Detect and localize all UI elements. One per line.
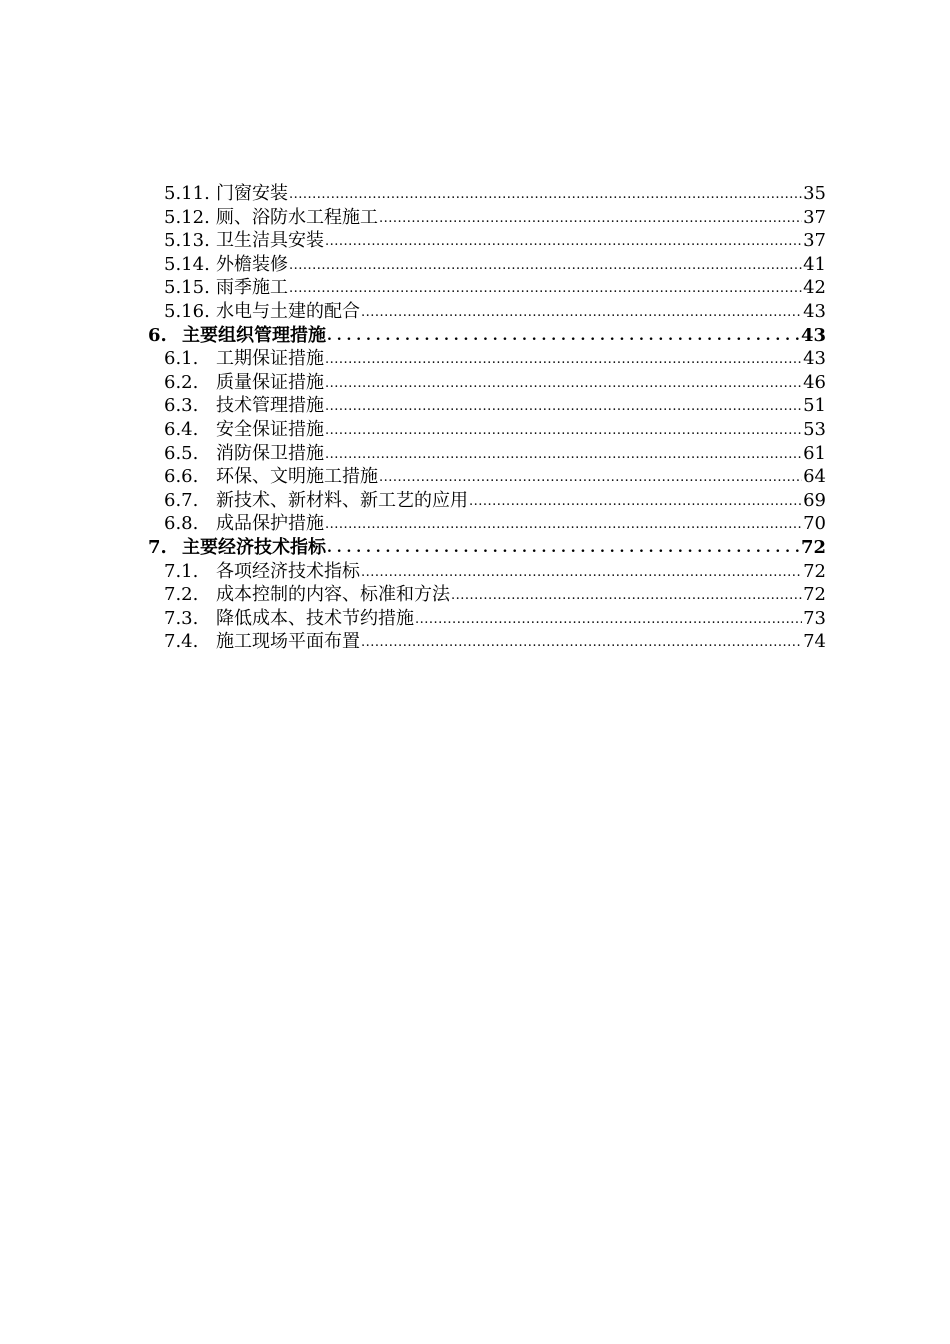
toc-dot-leader: [289, 252, 802, 278]
toc-entry[interactable]: [148, 607, 826, 631]
toc-dot-leader: [325, 346, 802, 372]
toc-entry-page-number: 70: [803, 513, 826, 535]
toc-dot-leader: [361, 559, 802, 585]
toc-entry-number: 6.6.: [164, 466, 199, 488]
toc-section-heading[interactable]: [148, 324, 826, 348]
toc-entry-number: 6.1.: [164, 348, 199, 370]
toc-entry[interactable]: [148, 583, 826, 607]
toc-entry-title: 成本控制的内容、标准和方法: [216, 584, 450, 606]
toc-entry-title: 主要组织管理措施: [182, 324, 326, 346]
toc-entry-title: 消防保卫措施: [216, 442, 324, 464]
toc-entry-number: 5.14.: [164, 253, 210, 275]
toc-entry-number: 6.2.: [164, 371, 199, 393]
toc-entry[interactable]: [148, 465, 826, 489]
toc-entry-page-number: 42: [803, 277, 826, 299]
toc-dot-leader: [379, 464, 802, 490]
toc-entry[interactable]: [148, 229, 826, 253]
toc-entry[interactable]: [148, 371, 826, 395]
toc-entry[interactable]: [148, 206, 826, 230]
toc-section-heading[interactable]: [148, 536, 826, 560]
toc-entry-number: 7.: [148, 536, 167, 558]
toc-entry-title: 新技术、新材料、新工艺的应用: [216, 489, 468, 511]
toc-entry-number: 6.3.: [164, 395, 199, 417]
toc-entry-page-number: 41: [803, 253, 826, 275]
toc-entry-page-number: 37: [803, 206, 826, 228]
toc-entry-title: 环保、文明施工措施: [216, 466, 378, 488]
toc-dot-leader: [469, 488, 802, 514]
toc-entry-number: 7.4.: [164, 631, 199, 653]
toc-entry-title: 安全保证措施: [216, 418, 324, 440]
toc-dot-leader: [379, 205, 802, 231]
toc-dot-leader: [327, 323, 800, 349]
toc-entry-title: 质量保证措施: [216, 371, 324, 393]
toc-entry[interactable]: [148, 512, 826, 536]
toc-entry-title: 门窗安装: [216, 183, 288, 204]
toc-dot-leader: [451, 582, 802, 608]
toc-entry-page-number: 72: [800, 536, 826, 558]
toc-entry-page-number: 72: [803, 584, 826, 606]
toc-entry-number: 7.3.: [164, 607, 199, 629]
toc-entry-page-number: 35: [803, 183, 826, 204]
toc-entry[interactable]: [148, 347, 826, 371]
toc-entry[interactable]: [148, 276, 826, 300]
toc-entry[interactable]: [148, 418, 826, 442]
toc-dot-leader: [325, 511, 802, 537]
toc-entry-page-number: 53: [803, 418, 826, 440]
toc-entry[interactable]: [148, 182, 826, 206]
toc-entry[interactable]: [148, 300, 826, 324]
toc-entry-number: 6.7.: [164, 489, 199, 511]
toc-entry-page-number: 61: [803, 442, 826, 464]
toc-entry-title: 水电与土建的配合: [216, 300, 360, 322]
toc-entry-page-number: 64: [803, 466, 826, 488]
toc-entry-title: 工期保证措施: [216, 348, 324, 370]
toc-entry-number: 7.1.: [164, 560, 199, 582]
toc-dot-leader: [325, 228, 802, 254]
toc-entry-page-number: 46: [803, 371, 826, 393]
toc-entry-number: 7.2.: [164, 584, 199, 606]
toc-entry-page-number: 37: [803, 230, 826, 252]
toc-entry-title: 技术管理措施: [216, 395, 324, 417]
toc-entry-page-number: 43: [800, 324, 826, 346]
toc-entry-number: 5.12.: [164, 206, 210, 228]
toc-entry-page-number: 69: [803, 489, 826, 511]
toc-entry-page-number: 51: [803, 395, 826, 417]
toc-entry[interactable]: [148, 442, 826, 466]
toc-entry[interactable]: [148, 253, 826, 277]
toc-dot-leader: [361, 299, 802, 325]
toc-entry-page-number: 73: [803, 607, 826, 629]
toc-dot-leader: [325, 441, 802, 467]
toc-dot-leader: [325, 393, 802, 419]
toc-entry-title: 施工现场平面布置: [216, 631, 360, 653]
toc-entry-title: 厕、浴防水工程施工: [216, 206, 378, 228]
toc-entry-page-number: 72: [803, 560, 826, 582]
toc-entry-number: 5.13.: [164, 230, 210, 252]
toc-dot-leader: [327, 535, 800, 561]
toc-entry-number: 5.16.: [164, 300, 210, 322]
toc-entry-title: 卫生洁具安装: [216, 230, 324, 252]
toc-entry-title: 各项经济技术指标: [216, 560, 360, 582]
toc-entry-title: 雨季施工: [216, 277, 288, 299]
toc-entry-number: 6.8.: [164, 513, 199, 535]
toc-entry-page-number: 74: [803, 631, 826, 653]
toc-dot-leader: [415, 606, 802, 632]
toc-entry[interactable]: [148, 394, 826, 418]
toc-entry[interactable]: [148, 630, 826, 654]
toc-entry-number: 6.: [148, 324, 167, 346]
toc-entry-title: 降低成本、技术节约措施: [216, 607, 414, 629]
toc-entry[interactable]: [148, 489, 826, 513]
toc-entry-number: 6.4.: [164, 418, 199, 440]
toc-entry-number: 5.11.: [164, 183, 210, 204]
toc-entry-page-number: 43: [803, 348, 826, 370]
toc-dot-leader: [289, 275, 802, 301]
toc-entry-title: 成品保护措施: [216, 513, 324, 535]
toc-dot-leader: [325, 370, 802, 396]
toc-entry-title: 主要经济技术指标: [182, 536, 326, 558]
toc-entry-page-number: 43: [803, 300, 826, 322]
toc-entry[interactable]: [148, 560, 826, 584]
toc-entry-number: 5.15.: [164, 277, 210, 299]
toc-entry-title: 外檐装修: [216, 253, 288, 275]
toc-dot-leader: [289, 181, 802, 207]
table-of-contents: [148, 182, 826, 654]
toc-entry-number: 6.5.: [164, 442, 199, 464]
toc-dot-leader: [361, 629, 802, 655]
toc-dot-leader: [325, 417, 802, 443]
